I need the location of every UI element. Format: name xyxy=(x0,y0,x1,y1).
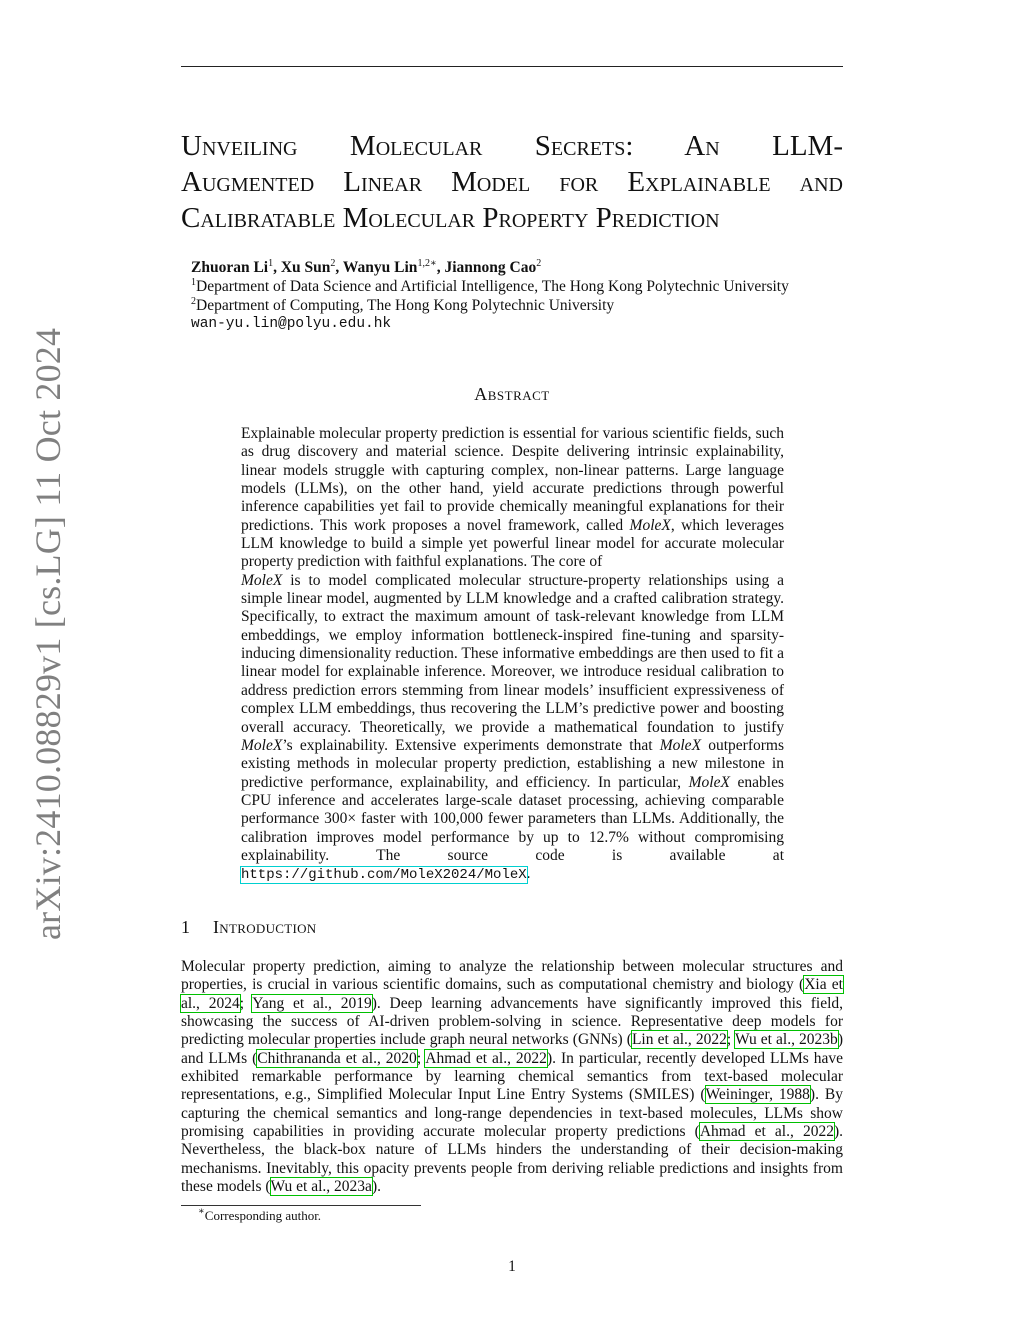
arxiv-identifier: arXiv:2410.08829v1 [cs.LG] 11 Oct 2024 xyxy=(28,327,68,940)
citation-link[interactable]: Wu et al., 2023a xyxy=(270,1178,372,1196)
citation-link[interactable]: Ahmad et al., 2022 xyxy=(699,1123,834,1141)
citation-link[interactable]: Lin et al., 2022 xyxy=(631,1031,727,1049)
page-number: 1 xyxy=(508,1258,516,1275)
author-affiliation-mark: 2 xyxy=(330,258,336,269)
author-block xyxy=(191,258,851,334)
author-list: Zhuoran Li$^1$, Xu Sun$^2$, Wanyu Lin$^{1,2∗}$, Jiannong Cao$^2$ xyxy=(191,258,542,276)
author-name: Jiannong Cao xyxy=(444,259,537,276)
method-name: MoleX xyxy=(659,736,702,754)
source-code-link[interactable]: https://github.com/MoleX2024/MoleX xyxy=(241,867,527,884)
title-line: Augmented Linear Model for Explainable and xyxy=(181,166,843,198)
introduction-paragraph: Molecular property prediction, aiming to analyze the relationship between molecular structures and properties, is crucial in various scientific domains, such as computational chemistry and biology (Xia et al., 2024; Yang et al., 2019). Deep learning advancements have significantly improved this field, showcasing the success of AI-driven problem-solving in science. Representative deep models for predicting molecular properties include graph neural networks (GNNs) (Lin et al., 2022; Wu et al., 2023b) and LLMs (Chithrananda et al., 2020; Ahmad et al., 2022). In particular, recently developed LLMs have exhibited remarkable performance by learning chemical semantics from text-based molecular representations, e.g., Simplified Molecular Input Line Entry Systems (SMILES) (Weininger, 1988). By capturing the chemical semantics and long-range dependencies in text-based molecules, LLMs show promising capabilities in providing accurate molecular property predictions (Ahmad et al., 2022). Nevertheless, the black-box nature of LLMs hinders the understanding of their decision-making mechanisms. Inevitably, this opacity prevents people from deriving reliable predictions and insights from these models (Wu et al., 2023a). xyxy=(181,958,844,1196)
title-line: Calibratable Molecular Property Prediction xyxy=(181,202,720,234)
affiliation: $^2$Department of Computing, The Hong Kong Polytechnic University xyxy=(191,296,615,314)
citation-link[interactable]: Wu et al., 2023b xyxy=(734,1031,838,1049)
footnote: ∗Corresponding author. xyxy=(198,1206,322,1223)
paper-title xyxy=(181,128,843,236)
author-affiliation-mark: 1 xyxy=(268,258,274,269)
top-rule xyxy=(181,66,843,67)
citation-link[interactable]: Yang et al., 2019 xyxy=(252,994,372,1012)
method-name: MoleX xyxy=(241,571,283,589)
author-affiliation-mark: 1,2∗ xyxy=(417,258,437,269)
citation-link[interactable]: Ahmad et al., 2022 xyxy=(425,1049,547,1067)
citation-link[interactable]: Chithrananda et al., 2020 xyxy=(257,1049,417,1067)
contact-email[interactable]: wan-yu.lin@polyu.edu.hk xyxy=(191,316,392,332)
footnote-mark: ∗ xyxy=(198,1206,205,1217)
author-name: Wanyu Lin xyxy=(342,259,418,276)
footnote-rule xyxy=(181,1205,421,1206)
method-name: MoleX xyxy=(688,773,730,791)
abstract-text: Explainable molecular property prediction is essential for various scientific fields, such as drug discovery and material science. Despite delivering intrinsic explainability, linear models struggle with capturing complex, non-linear patterns. Large language models (LLMs), on the other hand, yield accurate predictions through powerful inference capabilities yet fail to provide chemically meaningful explanations for their predictions. This work proposes a novel framework, called MoleX, which leverages LLM knowledge to build a simple yet powerful linear model for accurate molecular property prediction with faithful explanations. The core of MoleX is to model complicated molecular structure-property relationships using a simple linear model, augmented by LLM knowledge and a crafted calibration strategy. Specifically, to extract the maximum amount of task-relevant knowledge from LLM embeddings, we employ information bottleneck-inspired fine-tuning and sparsity-inducing dimensionality reduction. These informative embeddings are then used to fit a linear model for explainable inference. Moreover, we introduce residual calibration to address prediction errors stemming from linear models’ insufficient expressiveness of complex LLM embeddings, thus recovering the LLM’s predictive power and boosting overall accuracy. Theoretically, we provide a mathematical foundation to justify MoleX’s explainability. Extensive experiments demonstrate that MoleX outperforms existing methods in molecular property prediction, establishing a new milestone in predictive performance, explainability, and efficiency. In particular, MoleX enables CPU inference and accelerates large-scale dataset processing, achieving comparable performance 300× faster with 100,000 fewer parameters than LLMs. Additionally, the calibration improves model performance by up to 12.7% without compromising explainability. The source code is available at https://github.com/MoleX2024/MoleX. xyxy=(241,425,784,884)
author-name: Xu Sun xyxy=(280,259,331,276)
affiliation: $^1$Department of Data Science and Artificial Intelligence, The Hong Kong Polytechnic University xyxy=(191,277,789,295)
author-name: Zhuoran Li xyxy=(191,259,269,276)
method-name: MoleX xyxy=(241,736,283,754)
citation-link[interactable]: Xia et al., 2024 xyxy=(181,976,843,1012)
method-name: MoleX xyxy=(629,516,671,534)
abstract-heading: Abstract xyxy=(474,384,550,404)
title-line: Unveiling Molecular Secrets: An LLM- xyxy=(181,130,843,162)
section-heading-introduction: 1 Introduction xyxy=(181,917,317,937)
citation-link[interactable]: Weininger, 1988 xyxy=(705,1086,810,1104)
corresponding-author-mark: ∗ xyxy=(429,258,437,269)
section-number: 1 xyxy=(181,917,191,937)
author-affiliation-mark: 2 xyxy=(536,258,542,269)
